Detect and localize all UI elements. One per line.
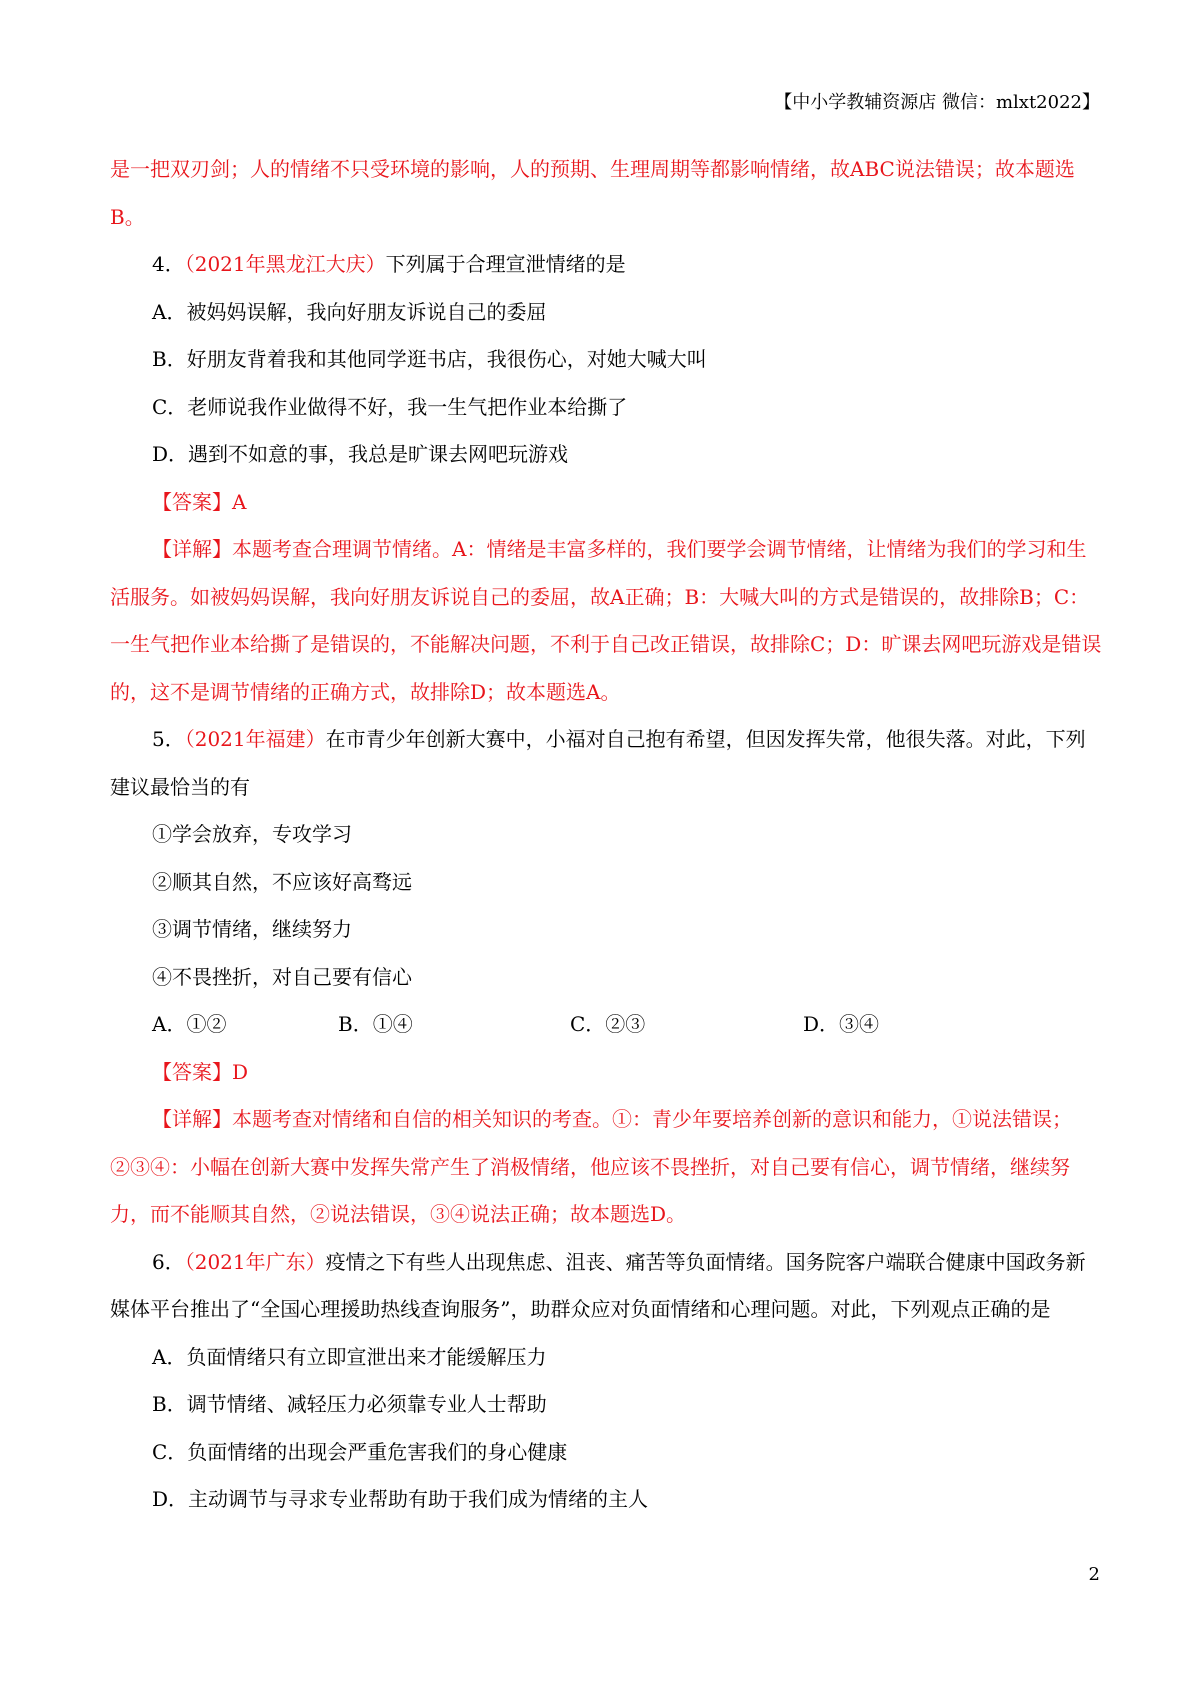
question-5-choice-a: A．①② — [152, 1012, 227, 1036]
question-6-stem — [110, 1239, 1102, 1334]
question-5-choice-b: B．①④ — [338, 1012, 413, 1036]
question-4-option-d: D．遇到不如意的事，我总是旷课去网吧玩游戏 — [152, 442, 569, 466]
question-source: （2021年黑龙江大庆） — [184, 252, 386, 276]
question-4-option-c: C．老师说我作业做得不好，我一生气把作业本给撕了 — [152, 394, 628, 419]
question-4-option-a: A．被妈妈误解，我向好朋友诉说自己的委屈 — [152, 299, 547, 324]
question-text: 疫情之下有些人出现焦虑、沮丧、痛苦等负面情绪。国务院客户端联合健康中国政务新媒体平台推出了“全国心理援助热线查询服务”，助群众应对负面情绪和心理问题。对此，下列观点正确的是 — [110, 1249, 1086, 1321]
question-4-detail: 【详解】本题考查合理调节情绪。A：情绪是丰富多样的，我们要学会调节情绪，让情绪为我们的学习和生活服务。如被妈妈误解，我向好朋友诉说自己的委屈，故A正确；B：大喊大叫的方式是错误的，故排除B；C：一生气把作业本给撕了是错误的，不能解决问题，不利于自己改正错误，故排除C；D：旷课去网吧玩游戏是错误的，这不是调节情绪的正确方式，故排除D；故本题选A。 — [110, 537, 1102, 704]
question-number: 5． — [152, 727, 185, 751]
question-5-choices — [110, 1001, 1102, 1049]
page-number: 2 — [1088, 1564, 1100, 1585]
question-text: 在市青少年创新大赛中，小福对自己抱有希望，但因发挥失常，他很失落。对此，下列建议最恰当的有 — [110, 727, 1086, 799]
question-5-statement-4: ④不畏挫折，对自己要有信心 — [152, 964, 412, 989]
question-5-statement-3: ③调节情绪，继续努力 — [152, 917, 352, 941]
question-text: 下列属于合理宣泄情绪的是 — [385, 252, 626, 276]
page-header: 【中小学教辅资源店 微信：mlxt2022】 — [774, 92, 1100, 113]
question-4-option-b: B．好朋友背着我和其他同学逛书店，我很伤心，对她大喊大叫 — [152, 347, 707, 371]
question-6-option-c: C．负面情绪的出现会严重危害我们的身心健康 — [152, 1439, 568, 1464]
question-5-statement-2: ②顺其自然，不应该好高骛远 — [152, 869, 412, 894]
question-5-detail: 【详解】本题考查对情绪和自信的相关知识的考查。①：青少年要培养创新的意识和能力，①说法错误；②③④：小幅在创新大赛中发挥失常产生了消极情绪，他应该不畏挫折，对自己要有信心，调节情绪，继续努力，而不能顺其自然，②说法错误，③④说法正确；故本题选D。 — [110, 1107, 1072, 1226]
question-5-answer: 【答案】D — [152, 1059, 249, 1084]
previous-explanation-continuation: 是一把双刃剑；人的情绪不只受环境的影响，人的预期、生理周期等都影响情绪，故ABC说法错误；故本题选B。 — [110, 157, 1075, 229]
document-body — [110, 146, 1102, 1524]
question-source: （2021年福建） — [184, 727, 326, 751]
question-number: 4． — [152, 252, 185, 276]
question-source: （2021年广东） — [184, 1249, 326, 1274]
question-number: 6． — [152, 1249, 185, 1274]
question-5-choice-c: C．②③ — [570, 1012, 646, 1036]
question-5-statement-1: ①学会放弃，专攻学习 — [152, 822, 352, 846]
question-4-answer: 【答案】A — [152, 489, 247, 514]
question-5-stem — [110, 716, 1102, 811]
question-6-option-b: B．调节情绪、减轻压力必须靠专业人士帮助 — [152, 1392, 547, 1416]
question-5-choice-d: D．③④ — [803, 1012, 880, 1036]
question-4-stem — [110, 241, 1102, 289]
question-6-option-a: A．负面情绪只有立即宣泄出来才能缓解压力 — [152, 1344, 547, 1369]
question-6-option-d: D．主动调节与寻求专业帮助有助于我们成为情绪的主人 — [152, 1487, 649, 1511]
